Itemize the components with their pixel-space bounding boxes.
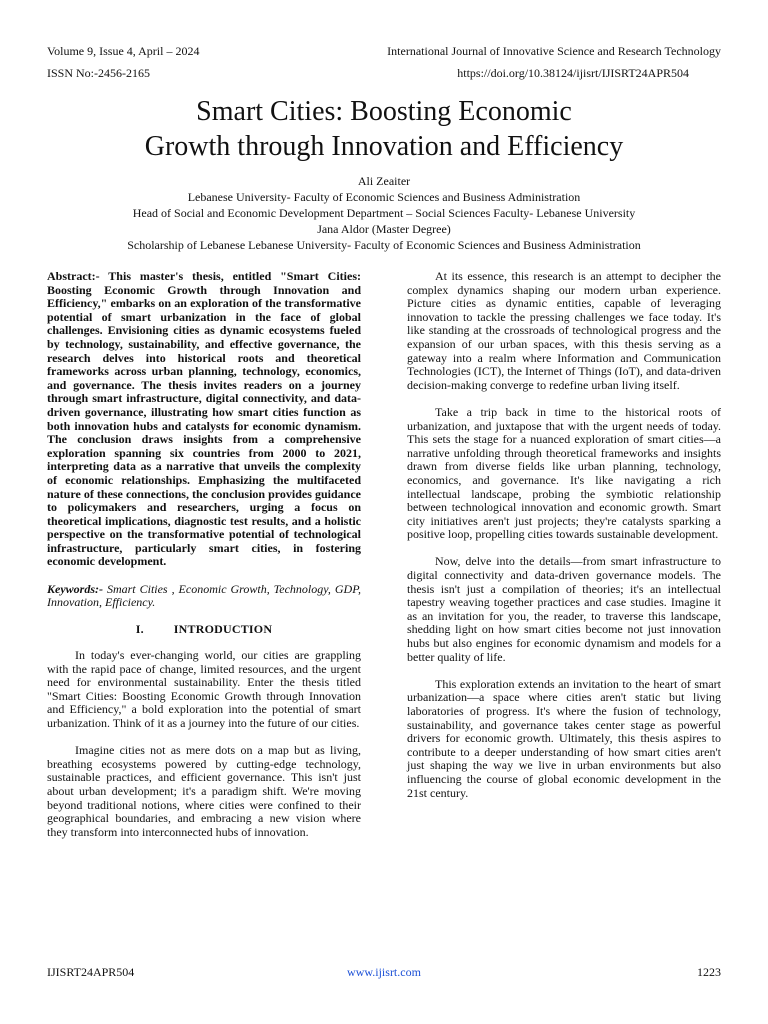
right-column <box>407 270 721 814</box>
left-column <box>47 270 361 853</box>
footer-website <box>0 965 768 979</box>
section-number: I. <box>135 622 144 637</box>
journal-name: International Journal of Innovative Science and Research Technology <box>387 44 721 58</box>
author-affiliation: Lebanese University- Faculty of Economic Sciences and Business Administration <box>187 190 581 204</box>
keywords-label: Keywords:- <box>47 581 103 596</box>
keywords <box>47 583 361 610</box>
title-line-1: Smart Cities: Boosting Economic <box>196 96 572 127</box>
author-affiliation: Scholarship of Lebanese Lebanese University- Faculty of Economic Sciences and Business Administration <box>127 238 641 252</box>
body-paragraph: In today's ever-changing world, our cities are grappling with the rapid pace of change, limited resources, and the urgent need for environmental sustainability. Enter the thesis titled "Smart Cities: Boosting Economic Growth through Innovation and Efficiency," a bold exploration into the potential of smart urbanization. Think of it as a journey into the future of our cities. <box>47 648 361 730</box>
body-paragraph: Now, delve into the details—from smart infrastructure to digital connectivity and data-driven governance models. The thesis isn't just a compilation of theories; it's an intellectual tapestry weaving together practices and case studies. Imagine it as an invitation for you, the reader, to traverse this landscape, shedding light on how smart cities become not just innovation hubs but also engines for economic dynamism and models for a better quality of life. <box>407 554 721 664</box>
section-title: INTRODUCTION <box>173 622 273 637</box>
body-paragraph: This exploration extends an invitation to the heart of smart urbanization—a space where cities aren't static but living laboratories of progress. It's where the fusion of technology, sustainability, and governance takes center stage as powerful drivers for economic growth. Ultimately, this thesis aspires to contribute to a deeper understanding of how smart cities aren't just shaping the way we live in urban environments but also influencing the course of global economic development in the 21st century. <box>407 676 721 800</box>
author-name: Jana Aldor (Master Degree) <box>317 222 451 236</box>
page-number: 1223 <box>697 965 721 979</box>
keywords-text: Smart Cities , Economic Growth, Technology, GDP, Innovation, Efficiency. <box>47 581 361 610</box>
title-line-2: Growth through Innovation and Efficiency <box>144 131 624 162</box>
footer-website-link[interactable]: www.ijisrt.com <box>347 965 421 979</box>
paper-title <box>0 94 768 164</box>
volume-info: Volume 9, Issue 4, April – 2024 <box>47 44 200 58</box>
author-block <box>0 173 768 253</box>
author-name: Ali Zeaiter <box>357 174 411 188</box>
body-paragraph: Take a trip back in time to the historical roots of urbanization, and juxtapose that with the urgent needs of today. This sets the stage for a nuanced exploration of smart cities—a narrative unfolding through theoretical frameworks and insights drawn from diverse fields like urban planning, technology, economics, and governance. It's like navigating a rich intellectual landscape, probing the symbiotic relationship between technological innovation and economic growth. Smart city initiatives aren't just projects; they're catalysts sparking a positive loop, propelling cities towards sustainable development. <box>407 404 721 542</box>
body-paragraph: At its essence, this research is an attempt to decipher the complex dynamics shaping our modern urban experience. Picture cities as dynamic entities, capable of leveraging innovation to tackle the pressing challenges we face today. It's like standing at the crossroads of technological progress and the expansion of our urban spaces, with this thesis serving as a gateway into a realm where Information and Communication Technologies (ICT), the Internet of Things (IoT), and data-driven decision-making converge to redefine urban living itself. <box>407 269 721 392</box>
issn: ISSN No:-2456-2165 <box>47 66 151 80</box>
footer-paper-id: IJISRT24APR504 <box>47 965 135 979</box>
author-affiliation: Head of Social and Economic Development Department – Social Sciences Faculty- Lebanese University <box>132 206 636 220</box>
doi-link[interactable]: https://doi.org/10.38124/ijisrt/IJISRT24APR504 <box>457 66 689 80</box>
section-heading <box>47 623 361 637</box>
body-paragraph: Imagine cities not as mere dots on a map but as living, breathing ecosystems powered by cutting-edge technology, sustainable practices, and efficient governance. This isn't just about urban development; it's a paradigm shift. We're moving beyond traditional notions, where cities were confined to their geographical boundaries, and embracing a new vision where they transform into interconnected hubs of innovation. <box>47 743 361 839</box>
abstract: Abstract:- This master's thesis, entitled "Smart Cities: Boosting Economic Growth through Innovation and Efficiency," embarks on an exploration of the transformative potential of smart urbanization in the face of global challenges. Envisioning cities as dynamic ecosystems fueled by technology, sustainability, and effective governance, the research delves into historical roots and theoretical frameworks across urban planning, technology, economics, and governance. The thesis invites readers on a journey through smart infrastructure, digital connectivity, and data-driven governance, illustrating how smart cities function as both innovation hubs and catalysts for economic dynamism. The conclusion draws insights from a comprehensive exploration spanning six countries from 2000 to 2021, interpreting data as a narrative that unveils the complexity of economic relationships. Emphasizing the multifaceted nature of these connections, the conclusion provides guidance to policymakers and researchers, urging a focus on theoretical implications, diagnostic test results, and a holistic perspective on the transformative potential of technological infrastructure, particularly smart cities, in fostering economic development. <box>47 269 361 569</box>
